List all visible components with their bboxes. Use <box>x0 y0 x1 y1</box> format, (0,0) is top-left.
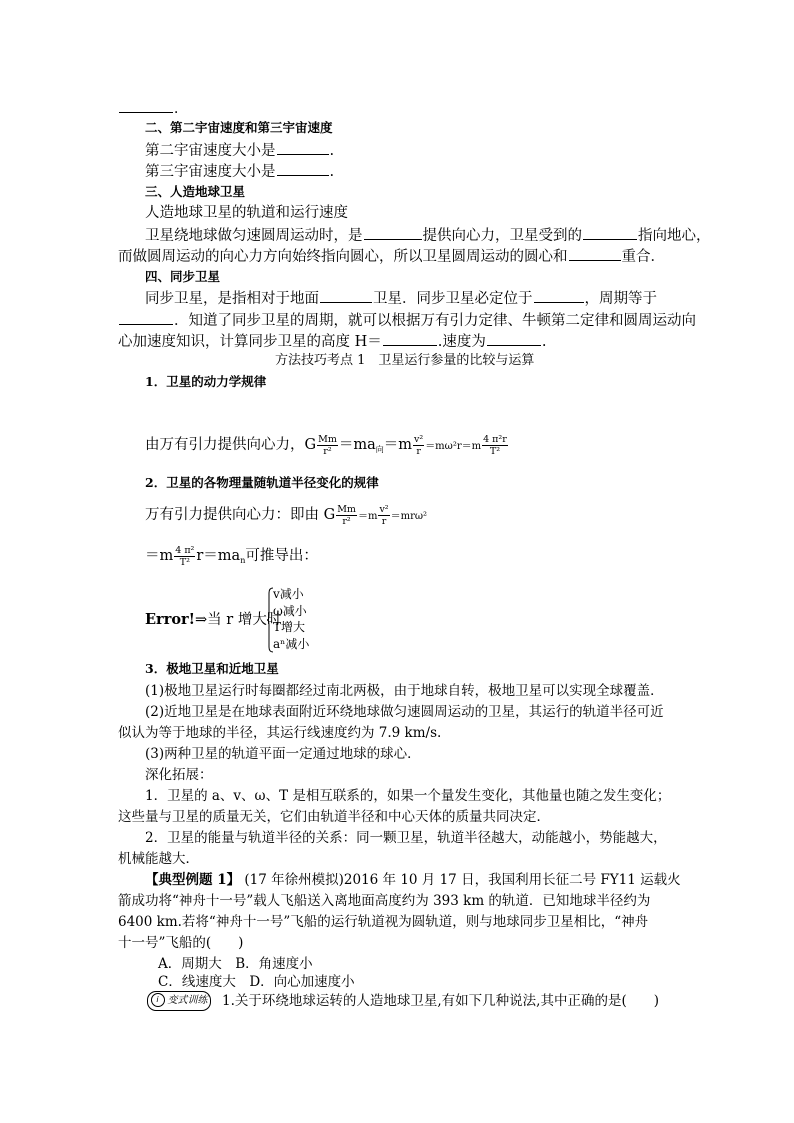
blank <box>583 225 637 240</box>
fraction-4pi2r-over-t2: $\frac{\text{4 π²r}}{\text{T²}}$ <box>483 433 507 457</box>
brace-item: aⁿ减小 <box>273 636 310 651</box>
options-ab: A．周期大 B．角速度小 <box>158 956 313 972</box>
paragraph-line: ．知道了同步卫星的周期，就可以根据万有引力定律、牛顿第二定律和圆周运动向 <box>118 310 696 331</box>
example-line: 十一号”飞船的( ) <box>118 935 244 951</box>
question-line: 1.关于环绕地球运转的人造地球卫星,有如下几种说法,其中正确的是( ) <box>222 993 659 1009</box>
example-line: 6400 km.若将“神舟十一号”飞船的运行轨道视为圆轨道，则与地球同步卫星相比，“神舟 <box>118 914 649 930</box>
error-line: Error!⇒当 r 增大时 <box>145 611 282 628</box>
blank <box>383 331 437 346</box>
formula-period: ＝m $\frac{\text{4 π²}}{\text{T²}}$ $r=ma_n$可推导出： <box>145 544 318 568</box>
brace-item: T增大 <box>273 620 306 634</box>
paragraph-line: (3)两种卫星的轨道平面一定通过地球的球心． <box>145 746 421 762</box>
subsection-dynamics: 1．卫星的动力学规律 <box>145 374 267 389</box>
deep-expansion-label: 深化拓展： <box>145 767 213 783</box>
line-continuation: . <box>118 98 178 119</box>
fraction-4pi2-over-t2: $\frac{\text{4 π²}}{\text{T²}}$ <box>175 544 195 568</box>
blank <box>487 331 541 346</box>
heading-artificial-satellite: 三、人造地球卫星 <box>145 184 246 199</box>
blank <box>119 310 173 325</box>
fraction-mm-over-r2: $\frac{Mm}{\text{r²}}$ <box>318 433 337 457</box>
paragraph-line: 而做圆周运动的向心力方向始终指向圆心，所以卫星圆周运动的圆心和 重合． <box>118 246 665 267</box>
subsection-polar-satellite: 3．极地卫星和近地卫星 <box>145 661 279 676</box>
blank <box>277 161 329 176</box>
section-title-method: 方法技巧考点 1 卫星运行参量的比较与运算 <box>275 353 535 368</box>
badge-icon: i <box>151 993 165 1007</box>
blank <box>534 288 584 303</box>
blank <box>320 288 372 303</box>
fraction-v2-over-r: $\frac{\text{v²}}{r}$ <box>414 433 424 457</box>
fraction-v2-over-r: $\frac{\text{v²}}{r}$ <box>379 503 389 527</box>
third-cosmic-velocity-line: 第三宇宙速度大小是 . <box>145 161 334 182</box>
paragraph-line: (1)极地卫星运行时每圈都经过南北两极，由于地球自转，极地卫星可以实现全球覆盖． <box>145 683 664 699</box>
example-line: 【典型例题 1】 (17 年徐州模拟)2016 年 10 月 17 日，我国利用长征二号 FY11 运载火 <box>145 872 681 888</box>
paragraph-line: 似认为等于地球的半径，其运行线速度约为 7.9 km/s. <box>118 725 442 741</box>
brace-list <box>273 586 309 652</box>
blank <box>569 246 621 261</box>
paragraph-line: 2．卫星的能量与轨道半径的关系：同一颗卫星，轨道半径越大，动能越小，势能越大， <box>145 830 667 846</box>
heading-geostationary: 四、同步卫星 <box>145 269 221 284</box>
blank <box>364 225 422 240</box>
variant-training-badge: i 变式训练 <box>147 991 211 1011</box>
paragraph-line: 这些量与卫星的质量无关，它们由轨道半径和中心天体的质量共同决定． <box>118 809 550 825</box>
paragraph-line: 心加速度知识，计算同步卫星的高度 H＝ .速度为 . <box>118 331 546 352</box>
options-cd: C．线速度大 D．向心加速度小 <box>158 974 355 990</box>
brace-item: ω减小 <box>273 603 307 618</box>
second-cosmic-velocity-line: 第二宇宙速度大小是 . <box>145 140 334 161</box>
example-line: 箭成功将“神舟十一号”载人飞船送入离地面高度约为 393 km 的轨道．已知地球半径约为 <box>118 893 651 909</box>
subsection-radius-rule: 2．卫星的各物理量随轨道半径变化的规律 <box>145 475 379 490</box>
paragraph-line: 卫星绕地球做匀速圆周运动时，是 提供向心力，卫星受到的 指向地心， <box>145 225 711 246</box>
paragraph-line: 1．卫星的 a、v、ω、T 是相互联系的，如果一个量发生变化，其他量也随之发生变化； <box>145 788 671 804</box>
orbit-subheading: 人造地球卫星的轨道和运行速度 <box>145 205 348 221</box>
heading-cosmic-velocity: 二、第二宇宙速度和第三宇宙速度 <box>145 120 333 135</box>
paragraph-line: 机械能越大． <box>118 851 199 867</box>
formula-gravitation: 由万有引力提供向心力，G $\frac{Mm}{\text{r²}}$ $=ma_向=m$ $\frac{\text{v²}}{r}$ ＝mω²r＝m $\frac{\text{4 π²r}}{\text{T²}}$ <box>145 433 507 457</box>
fraction-mm-over-r2: $\frac{Mm}{\text{r²}}$ <box>337 503 356 527</box>
brace-item: v减小 <box>273 587 304 601</box>
paragraph-line: (2)近地卫星是在地球表面附近环绕地球做匀速圆周运动的卫星，其运行的轨道半径可近 <box>145 704 664 720</box>
blank <box>277 140 329 155</box>
paragraph-line: 同步卫星，是指相对于地面 卫星．同步卫星必定位于 ，周期等于 <box>145 288 657 309</box>
formula-centripetal: 万有引力提供向心力：即由 G $\frac{Mm}{\text{r²}}$ ＝m $\frac{\text{v²}}{r}$ ＝mrω² <box>145 503 428 527</box>
blank <box>119 98 173 113</box>
